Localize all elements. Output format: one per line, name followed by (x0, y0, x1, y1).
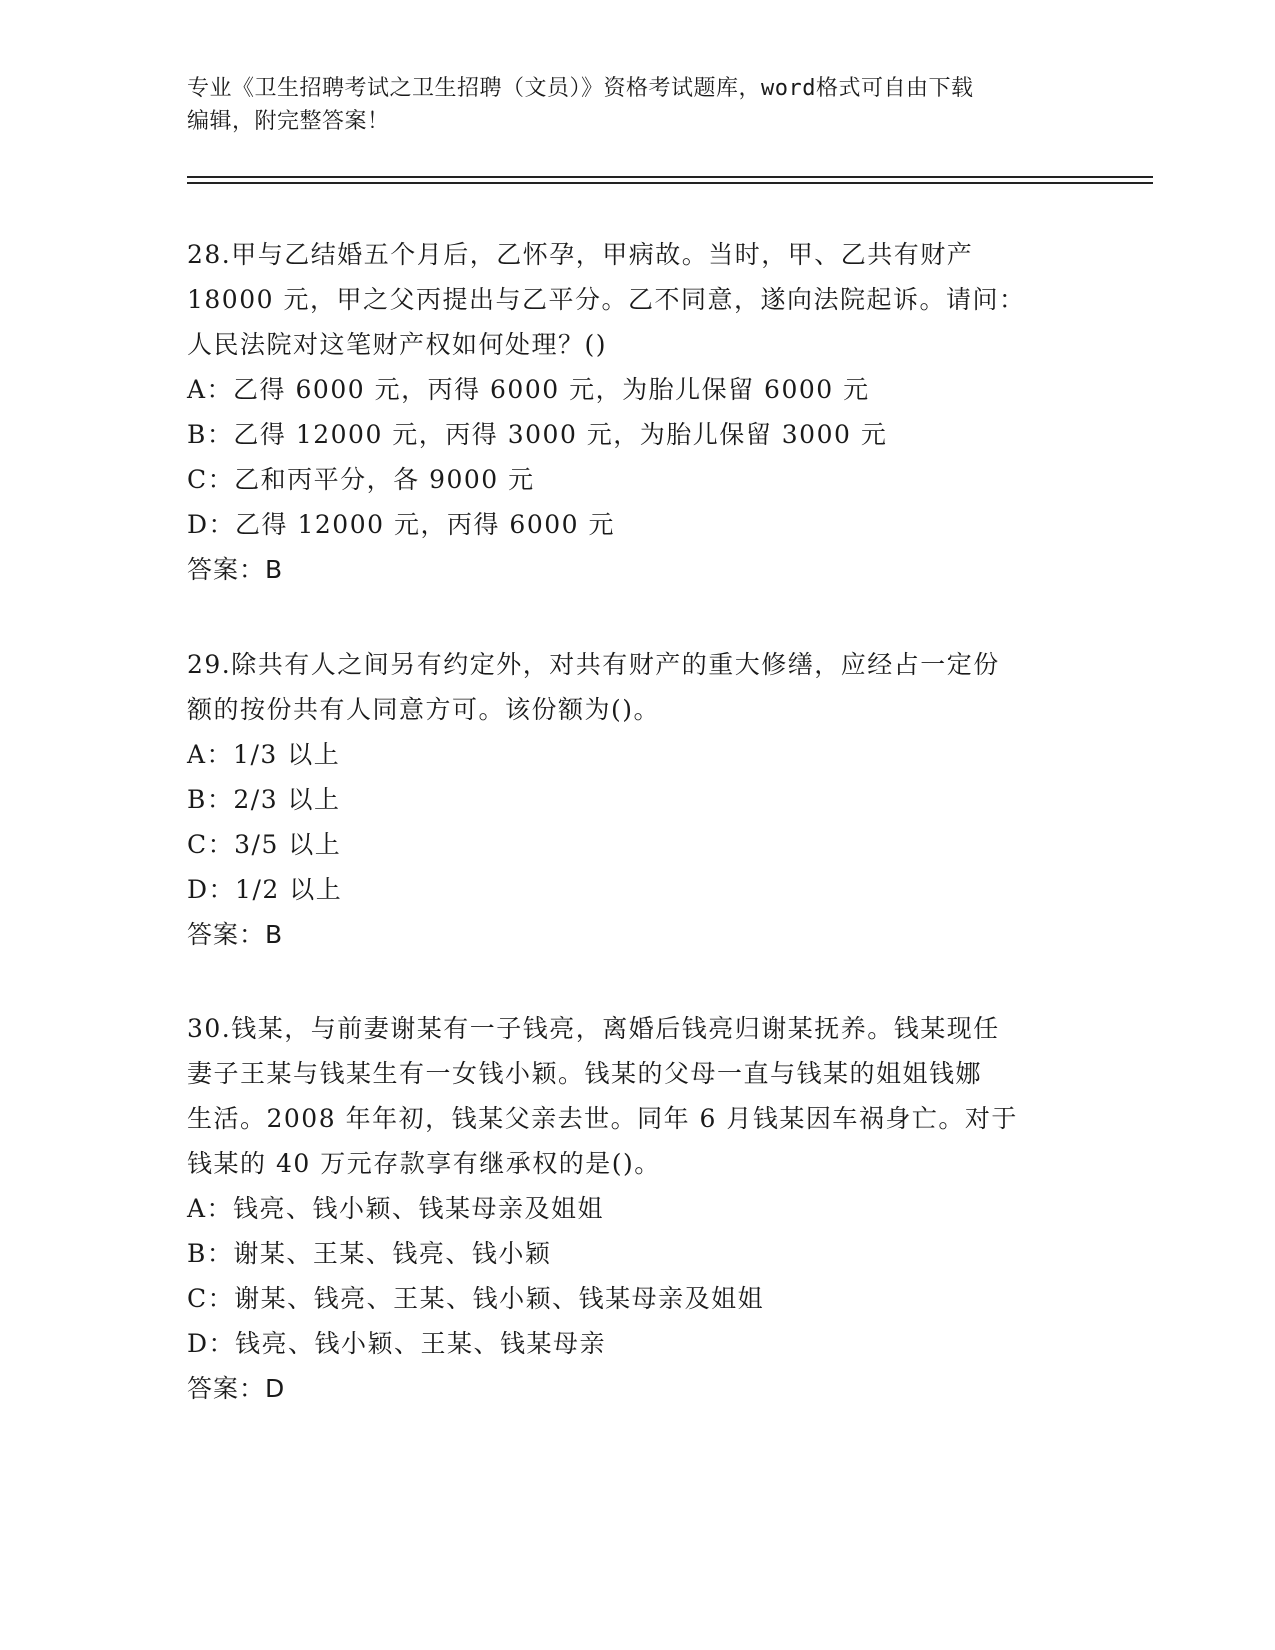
question-stem-line: 28.甲与乙结婚五个月后，乙怀孕，甲病故。当时，甲、乙共有财产 (187, 240, 974, 269)
option-a: A：乙得 6000 元，丙得 6000 元，为胎儿保留 6000 元 (187, 375, 870, 404)
question-stem-line: 钱某的 40 万元存款享有继承权的是()。 (187, 1149, 661, 1178)
header-line-1: 专业《卫生招聘考试之卫生招聘（文员）》资格考试题库，word格式可自由下载 (187, 76, 974, 101)
question-stem-line: 人民法院对这笔财产权如何处理？() (187, 330, 608, 359)
option-c: C：乙和丙平分，各 9000 元 (187, 465, 535, 494)
question-stem-line: 30.钱某，与前妻谢某有一子钱亮，离婚后钱亮归谢某抚养。钱某现任 (187, 1014, 1000, 1043)
option-b: B：谢某、王某、钱亮、钱小颖 (187, 1239, 552, 1268)
answer-line: 答案：D (187, 1374, 286, 1403)
question-stem-line: 生活。2008 年年初，钱某父亲去世。同年 6 月钱某因车祸身亡。对于 (187, 1104, 1018, 1133)
question-stem-line: 额的按份共有人同意方可。该份额为()。 (187, 695, 661, 724)
option-d: D：钱亮、钱小颖、王某、钱某母亲 (187, 1329, 607, 1358)
question-28 (187, 232, 1087, 592)
option-d: D：1/2 以上 (187, 875, 343, 904)
option-c: C：3/5 以上 (187, 830, 342, 859)
option-d: D：乙得 12000 元，丙得 6000 元 (187, 510, 615, 539)
option-a: A：钱亮、钱小颖、钱某母亲及姐姐 (187, 1194, 605, 1223)
answer-line: 答案：B (187, 920, 284, 949)
question-stem-line: 29.除共有人之间另有约定外，对共有财产的重大修缮，应经占一定份 (187, 650, 1000, 679)
answer-line: 答案：B (187, 555, 284, 584)
question-30 (187, 1006, 1087, 1411)
option-b: B：2/3 以上 (187, 785, 341, 814)
header-divider-bottom (187, 182, 1153, 184)
option-c: C：谢某、钱亮、王某、钱小颖、钱某母亲及姐姐 (187, 1284, 765, 1313)
question-stem-line: 18000 元，甲之父丙提出与乙平分。乙不同意，遂向法院起诉。请问： (187, 285, 1026, 314)
document-header (187, 72, 1087, 138)
question-stem-line: 妻子王某与钱某生有一女钱小颖。钱某的父母一直与钱某的姐姐钱娜 (187, 1059, 983, 1088)
option-a: A：1/3 以上 (187, 740, 341, 769)
header-line-2: 编辑，附完整答案！ (187, 109, 390, 134)
header-divider-top (187, 176, 1153, 178)
option-b: B：乙得 12000 元，丙得 3000 元，为胎儿保留 3000 元 (187, 420, 888, 449)
question-29 (187, 642, 1087, 957)
